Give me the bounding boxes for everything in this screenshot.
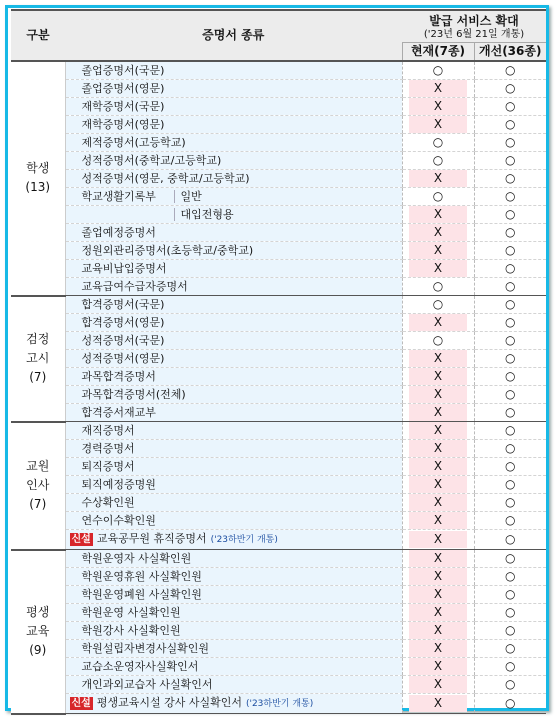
new-badge: 신설	[71, 698, 91, 709]
circle-mark-icon: ○	[432, 279, 444, 293]
improved-status-cell	[474, 622, 546, 640]
table-row	[11, 440, 546, 458]
table-row	[11, 278, 546, 296]
x-mark-icon: X	[409, 386, 467, 403]
category-cell	[11, 61, 65, 296]
improved-status-cell	[474, 694, 546, 714]
circle-mark-icon: ○	[505, 351, 516, 365]
doc-name: 학원운영휴원 사실확인원	[81, 570, 202, 583]
table-row	[11, 458, 546, 476]
improved-status-cell	[474, 676, 546, 694]
circle-mark-icon: ○	[505, 513, 516, 527]
circle-mark-icon: ○	[432, 153, 444, 167]
doc-name: 졸업증명서(국문)	[81, 64, 165, 77]
current-status-cell	[402, 530, 474, 550]
table-row	[11, 98, 546, 116]
current-status-cell	[402, 116, 474, 134]
circle-mark-icon: ○	[505, 153, 516, 167]
current-status-cell	[402, 170, 474, 188]
current-status-cell	[402, 476, 474, 494]
circle-mark-icon: ○	[505, 333, 516, 347]
certificate-table	[11, 9, 546, 715]
table-row	[11, 530, 546, 550]
improved-status-cell	[474, 260, 546, 278]
circle-mark-icon: ○	[505, 532, 516, 546]
doc-name-cell	[65, 530, 402, 550]
current-status-cell	[402, 568, 474, 586]
current-status-cell	[402, 658, 474, 676]
doc-name: 퇴직예정증명원	[81, 478, 156, 491]
doc-name: 성적증명서(영문, 중학교/고등학교)	[81, 172, 250, 185]
improved-status-cell	[474, 296, 546, 314]
improved-status-cell	[474, 314, 546, 332]
current-status-cell	[402, 242, 474, 260]
doc-name: 합격증명서(국문)	[81, 298, 165, 311]
doc-name-cell	[65, 676, 402, 694]
x-mark-icon: X	[409, 242, 467, 259]
doc-name: 학원설립자변경사실확인원	[81, 642, 210, 655]
doc-name: 교습소운영자사실확인서	[81, 660, 199, 673]
improved-status-cell	[474, 116, 546, 134]
doc-name: 학원강사 사실확인원	[81, 624, 181, 637]
circle-mark-icon: ○	[505, 605, 516, 619]
x-mark-icon: X	[409, 80, 467, 97]
improved-status-cell	[474, 422, 546, 440]
circle-mark-icon: ○	[505, 459, 516, 473]
table-row	[11, 386, 546, 404]
x-mark-icon: X	[409, 640, 467, 657]
x-mark-icon: X	[409, 440, 467, 457]
doc-name-cell	[65, 260, 402, 278]
table-row	[11, 494, 546, 512]
doc-name-cell	[65, 296, 402, 314]
doc-name-cell	[65, 512, 402, 530]
circle-mark-icon: ○	[505, 207, 516, 221]
doc-name: 성적증명서(영문)	[81, 352, 165, 365]
doc-subtype: 대입전형용	[174, 208, 234, 221]
doc-name: 졸업예정증명서	[81, 226, 156, 239]
improved-status-cell	[474, 278, 546, 296]
category-label: 교원	[26, 459, 50, 473]
improved-status-cell	[474, 404, 546, 422]
improved-status-cell	[474, 658, 546, 676]
doc-name: 연수이수확인원	[81, 514, 156, 527]
doc-name-cell	[65, 422, 402, 440]
table-row	[11, 314, 546, 332]
table-row	[11, 658, 546, 676]
doc-name-cell	[65, 386, 402, 404]
x-mark-icon: X	[409, 116, 467, 133]
category-label: (7)	[29, 370, 47, 384]
current-status-cell	[402, 676, 474, 694]
category-label: 검정	[26, 332, 50, 346]
doc-name-cell	[65, 242, 402, 260]
circle-mark-icon: ○	[505, 441, 516, 455]
table-row	[11, 604, 546, 622]
table-row	[11, 61, 546, 80]
table-row	[11, 640, 546, 658]
circle-mark-icon: ○	[505, 477, 516, 491]
table-row	[11, 242, 546, 260]
header-doc-type: 증명서 종류	[65, 10, 402, 61]
header-category: 구분	[11, 10, 65, 61]
doc-name-cell	[65, 622, 402, 640]
x-mark-icon: X	[409, 476, 467, 493]
table-row	[11, 188, 546, 206]
table-body	[11, 61, 546, 714]
table-row	[11, 170, 546, 188]
doc-name: 개인과외교습자 사실확인서	[81, 678, 213, 691]
table-row	[11, 116, 546, 134]
circle-mark-icon: ○	[505, 569, 516, 583]
circle-mark-icon: ○	[505, 117, 516, 131]
improved-status-cell	[474, 242, 546, 260]
current-status-cell	[402, 350, 474, 368]
x-mark-icon: X	[409, 512, 467, 529]
doc-name: 과목합격증명서(전체)	[81, 388, 186, 401]
doc-name: 합격증서재교부	[81, 406, 156, 419]
improved-status-cell	[474, 332, 546, 350]
category-label: 고시	[26, 351, 50, 365]
improved-status-cell	[474, 152, 546, 170]
x-mark-icon: X	[409, 350, 467, 367]
improved-status-cell	[474, 61, 546, 80]
doc-name-cell	[65, 640, 402, 658]
x-mark-icon: X	[409, 658, 467, 675]
doc-name: 교육비납입증명서	[81, 262, 167, 275]
doc-name: 성적증명서(중학교/고등학교)	[81, 154, 222, 167]
doc-name-cell	[65, 658, 402, 676]
improved-status-cell	[474, 512, 546, 530]
category-label: 인사	[26, 478, 50, 492]
doc-name-cell	[65, 440, 402, 458]
improved-status-cell	[474, 494, 546, 512]
improved-status-cell	[474, 224, 546, 242]
doc-name: 교육급여수급자증명서	[81, 280, 188, 293]
table-row	[11, 422, 546, 440]
current-status-cell	[402, 694, 474, 714]
doc-name: 졸업증명서(영문)	[81, 82, 165, 95]
current-status-cell	[402, 550, 474, 568]
x-mark-icon: X	[409, 404, 467, 421]
table-row	[11, 332, 546, 350]
doc-name-cell	[65, 332, 402, 350]
improved-status-cell	[474, 386, 546, 404]
table-row	[11, 296, 546, 314]
current-status-cell	[402, 134, 474, 152]
circle-mark-icon: ○	[505, 495, 516, 509]
header-expansion	[402, 10, 546, 43]
doc-name: 평생교육시설 강사 사실확인서	[96, 696, 242, 709]
launch-note: ('23하반기 개통)	[245, 699, 314, 709]
table-row	[11, 80, 546, 98]
current-status-cell	[402, 458, 474, 476]
circle-mark-icon: ○	[505, 279, 516, 293]
current-status-cell	[402, 640, 474, 658]
current-status-cell	[402, 260, 474, 278]
table-row	[11, 676, 546, 694]
doc-name-cell	[65, 694, 402, 714]
improved-status-cell	[474, 440, 546, 458]
launch-note: ('23하반기 개통)	[210, 535, 278, 545]
doc-name: 경력증명서	[81, 442, 135, 455]
x-mark-icon: X	[409, 586, 467, 603]
circle-mark-icon: ○	[505, 315, 516, 329]
x-mark-icon: X	[409, 622, 467, 639]
x-mark-icon: X	[409, 550, 467, 567]
doc-name: 정원외관리증명서(초등학교/중학교)	[81, 244, 254, 257]
doc-name: 학원운영폐원 사실확인원	[81, 588, 202, 601]
circle-mark-icon: ○	[505, 63, 516, 77]
x-mark-icon: X	[409, 494, 467, 511]
circle-mark-icon: ○	[432, 333, 444, 347]
x-mark-icon: X	[409, 170, 467, 187]
circle-mark-icon: ○	[432, 297, 444, 311]
improved-status-cell	[474, 368, 546, 386]
x-mark-icon: X	[409, 224, 467, 241]
circle-mark-icon: ○	[505, 623, 516, 637]
doc-name-cell	[65, 278, 402, 296]
current-status-cell	[402, 422, 474, 440]
improved-status-cell	[474, 188, 546, 206]
category-label: 학생	[26, 161, 50, 176]
current-status-cell	[402, 80, 474, 98]
circle-mark-icon: ○	[432, 63, 444, 77]
x-mark-icon: X	[409, 368, 467, 385]
improved-status-cell	[474, 586, 546, 604]
doc-name-cell	[65, 170, 402, 188]
current-status-cell	[402, 440, 474, 458]
doc-subtype: 일반	[174, 190, 202, 203]
table-row	[11, 586, 546, 604]
current-status-cell	[402, 604, 474, 622]
doc-name: 과목합격증명서	[81, 370, 156, 383]
circle-mark-icon: ○	[505, 81, 516, 95]
improved-status-cell	[474, 206, 546, 224]
table-row	[11, 350, 546, 368]
circle-mark-icon: ○	[505, 587, 516, 601]
doc-name-cell	[65, 586, 402, 604]
circle-mark-icon: ○	[505, 677, 516, 691]
x-mark-icon: X	[409, 422, 467, 439]
table-row	[11, 622, 546, 640]
doc-name-cell	[65, 494, 402, 512]
category-label: (7)	[29, 497, 47, 511]
table-row	[11, 404, 546, 422]
improved-status-cell	[474, 458, 546, 476]
doc-name: 합격증명서(영문)	[81, 316, 165, 329]
doc-name-cell	[65, 116, 402, 134]
improved-status-cell	[474, 98, 546, 116]
doc-name-cell	[65, 604, 402, 622]
x-mark-icon: X	[409, 98, 467, 115]
x-mark-icon: X	[409, 695, 467, 712]
improved-status-cell	[474, 350, 546, 368]
table-row	[11, 152, 546, 170]
category-cell	[11, 296, 65, 422]
current-status-cell	[402, 368, 474, 386]
category-cell	[11, 550, 65, 714]
doc-name: 재학증명서(국문)	[81, 100, 165, 113]
doc-name: 학교생활기록부	[81, 190, 156, 203]
category-label: (13)	[25, 180, 51, 195]
doc-name-cell	[65, 80, 402, 98]
doc-name: 학원운영자 사실확인원	[81, 552, 192, 565]
doc-name: 교육공무원 휴직증명서	[96, 532, 207, 545]
table-row	[11, 550, 546, 568]
circle-mark-icon: ○	[505, 423, 516, 437]
doc-name-cell	[65, 188, 402, 206]
current-status-cell	[402, 494, 474, 512]
current-status-cell	[402, 296, 474, 314]
table-row	[11, 568, 546, 586]
improved-status-cell	[474, 476, 546, 494]
table-row	[11, 134, 546, 152]
header-current: 현재(7종)	[402, 43, 474, 62]
current-status-cell	[402, 152, 474, 170]
table-row	[11, 224, 546, 242]
circle-mark-icon: ○	[505, 641, 516, 655]
doc-name-cell	[65, 224, 402, 242]
doc-name-cell	[65, 368, 402, 386]
current-status-cell	[402, 314, 474, 332]
circle-mark-icon: ○	[432, 135, 444, 149]
x-mark-icon: X	[409, 458, 467, 475]
circle-mark-icon: ○	[505, 99, 516, 113]
doc-name-cell	[65, 61, 402, 80]
x-mark-icon: X	[409, 604, 467, 621]
circle-mark-icon: ○	[505, 135, 516, 149]
doc-name: 제적증명서(고등학교)	[81, 136, 186, 149]
circle-mark-icon: ○	[505, 189, 516, 203]
circle-mark-icon: ○	[505, 551, 516, 565]
table-row	[11, 206, 546, 224]
current-status-cell	[402, 404, 474, 422]
table-row	[11, 260, 546, 278]
circle-mark-icon: ○	[432, 189, 444, 203]
doc-name-cell	[65, 152, 402, 170]
current-status-cell	[402, 224, 474, 242]
doc-name: 재학증명서(영문)	[81, 118, 165, 131]
circle-mark-icon: ○	[505, 696, 516, 710]
improved-status-cell	[474, 640, 546, 658]
header-expansion-title: 발급 서비스 확대	[429, 14, 519, 28]
category-label: 평생	[26, 605, 50, 619]
circle-mark-icon: ○	[505, 225, 516, 239]
doc-name-cell	[65, 134, 402, 152]
doc-name-cell	[65, 458, 402, 476]
improved-status-cell	[474, 568, 546, 586]
current-status-cell	[402, 61, 474, 80]
improved-status-cell	[474, 604, 546, 622]
doc-name: 학원운영 사실확인원	[81, 606, 181, 619]
x-mark-icon: X	[409, 260, 467, 277]
current-status-cell	[402, 622, 474, 640]
doc-name-cell	[65, 476, 402, 494]
circle-mark-icon: ○	[505, 243, 516, 257]
circle-mark-icon: ○	[505, 369, 516, 383]
doc-name: 성적증명서(국문)	[81, 334, 165, 347]
improved-status-cell	[474, 530, 546, 550]
doc-name-cell	[65, 206, 402, 224]
doc-name: 재직증명서	[81, 424, 135, 437]
table-row	[11, 476, 546, 494]
improved-status-cell	[474, 550, 546, 568]
current-status-cell	[402, 512, 474, 530]
category-label: 교육	[26, 624, 50, 638]
circle-mark-icon: ○	[505, 387, 516, 401]
circle-mark-icon: ○	[505, 261, 516, 275]
table-row	[11, 368, 546, 386]
current-status-cell	[402, 278, 474, 296]
x-mark-icon: X	[409, 314, 467, 331]
current-status-cell	[402, 206, 474, 224]
improved-status-cell	[474, 80, 546, 98]
header-expansion-sub: ('23년 6월 21일 개통)	[423, 29, 525, 40]
x-mark-icon: X	[409, 676, 467, 693]
current-status-cell	[402, 386, 474, 404]
circle-mark-icon: ○	[505, 171, 516, 185]
circle-mark-icon: ○	[505, 659, 516, 673]
category-label: (9)	[29, 643, 47, 657]
current-status-cell	[402, 586, 474, 604]
doc-name: 수상확인원	[81, 496, 135, 509]
doc-name-cell	[65, 98, 402, 116]
current-status-cell	[402, 332, 474, 350]
x-mark-icon: X	[409, 531, 467, 548]
doc-name: 퇴직증명서	[81, 460, 135, 473]
x-mark-icon: X	[409, 568, 467, 585]
category-cell	[11, 422, 65, 550]
doc-name-cell	[65, 404, 402, 422]
doc-name-cell	[65, 314, 402, 332]
new-badge: 신설	[71, 534, 91, 545]
doc-name-cell	[65, 550, 402, 568]
circle-mark-icon: ○	[505, 297, 516, 311]
header-improved: 개선(36종)	[474, 43, 546, 62]
improved-status-cell	[474, 134, 546, 152]
current-status-cell	[402, 98, 474, 116]
doc-name-cell	[65, 350, 402, 368]
improved-status-cell	[474, 170, 546, 188]
x-mark-icon: X	[409, 206, 467, 223]
table-row	[11, 512, 546, 530]
doc-name-cell	[65, 568, 402, 586]
table-row	[11, 694, 546, 714]
circle-mark-icon: ○	[505, 405, 516, 419]
current-status-cell	[402, 188, 474, 206]
